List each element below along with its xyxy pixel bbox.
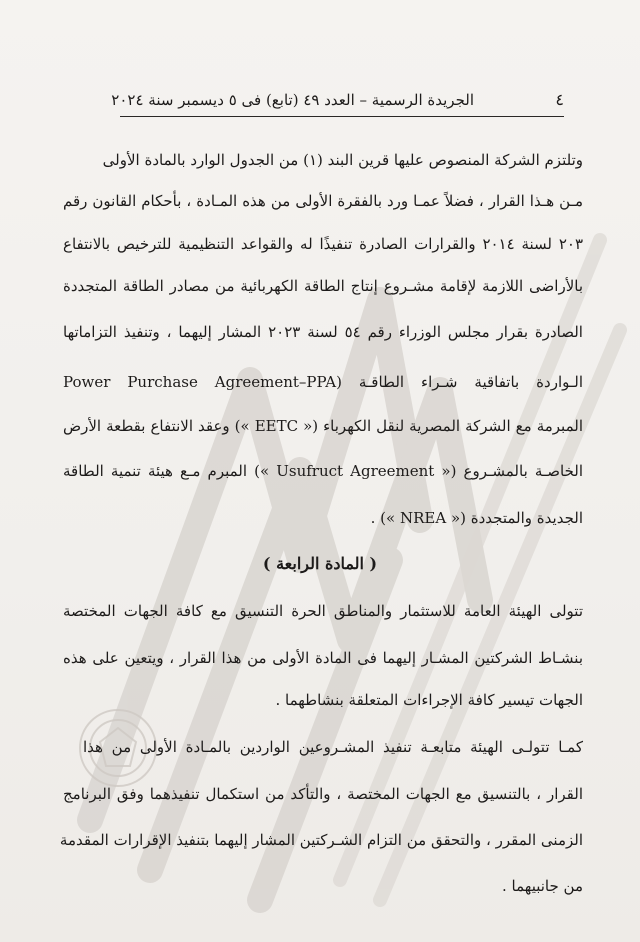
text-line: الخاصـة بالمشـروع (« Usufruct Agreement ») المبرم مـع هيئة تنمية الطاقة bbox=[63, 462, 584, 480]
text-line: الصادرة بقرار مجلس الوزراء رقم ٥٤ لسنة ٢٠٢٣ المشار إليهما ، وتنفيذ التزاماتها bbox=[63, 323, 583, 341]
text-line: المبرمة مع الشركة المصرية لنقل الكهرباء (« EETC ») وعقد الانتفاع بقطعة الأرض bbox=[63, 417, 583, 435]
text-line: الجهات تيسير كافة الإجراءات المتعلقة بنشاطهما . bbox=[275, 691, 583, 709]
text-line: من جانبيهما . bbox=[502, 877, 583, 895]
text-line: القرار ، بالتنسيق مع الجهات المختصة ، والتأكد من استكمال تنفيذهما وفق البرنامج bbox=[63, 785, 583, 803]
text-line: الزمنى المقرر ، والتحقق من التزام الشـركتين المشار إليهما بتنفيذ الإقرارات المقدمة bbox=[59, 831, 583, 849]
text-line: الـواردة باتفاقية شـراء الطاقـة (Power Purchase Agreement–PPA bbox=[63, 373, 583, 391]
header-divider bbox=[120, 116, 564, 117]
gazette-header-title: الجريدة الرسمية – العدد ٤٩ (تابع) فى ٥ ديسمبر سنة ٢٠٢٤ bbox=[111, 91, 474, 109]
page-number: ٤ bbox=[555, 90, 564, 109]
text-line: ٢٠٣ لسنة ٢٠١٤ والقرارات الصادرة تنفيذًا له والقواعد التنظيمية للترخيص بالانتفاع bbox=[63, 235, 583, 253]
text-line: بالأراضى اللازمة لإقامة مشـروع إنتاج الطاقة الكهربائية من مصادر الطاقة المتجددة bbox=[63, 277, 583, 295]
text-line: كمـا تتولـى الهيئة متابعـة تنفيذ المشـروعين الواردين بالمـادة الأولى من هذا bbox=[83, 738, 583, 756]
page-header bbox=[111, 90, 564, 120]
text-line: مـن هـذا القرار ، فضلاً عمـا ورد بالفقرة الأولى من هذه المـادة ، بأحكام القانون رقم bbox=[63, 192, 583, 210]
text-line: وتلتزم الشركة المنصوص عليها قرين البند (١) من الجدول الوارد بالمادة الأولى bbox=[102, 151, 583, 169]
article-heading: ( المادة الرابعة ) bbox=[262, 554, 378, 573]
text-line: الجديدة والمتجددة (« NREA ») . bbox=[370, 509, 583, 527]
text-line: تتولى الهيئة العامة للاستثمار والمناطق الحرة التنسيق مع كافة الجهات المختصة bbox=[63, 602, 583, 620]
text-line: بنشـاط الشركتين المشـار إليهما فى المادة الأولى من هذا القرار ، ويتعين على هذه bbox=[63, 649, 583, 667]
